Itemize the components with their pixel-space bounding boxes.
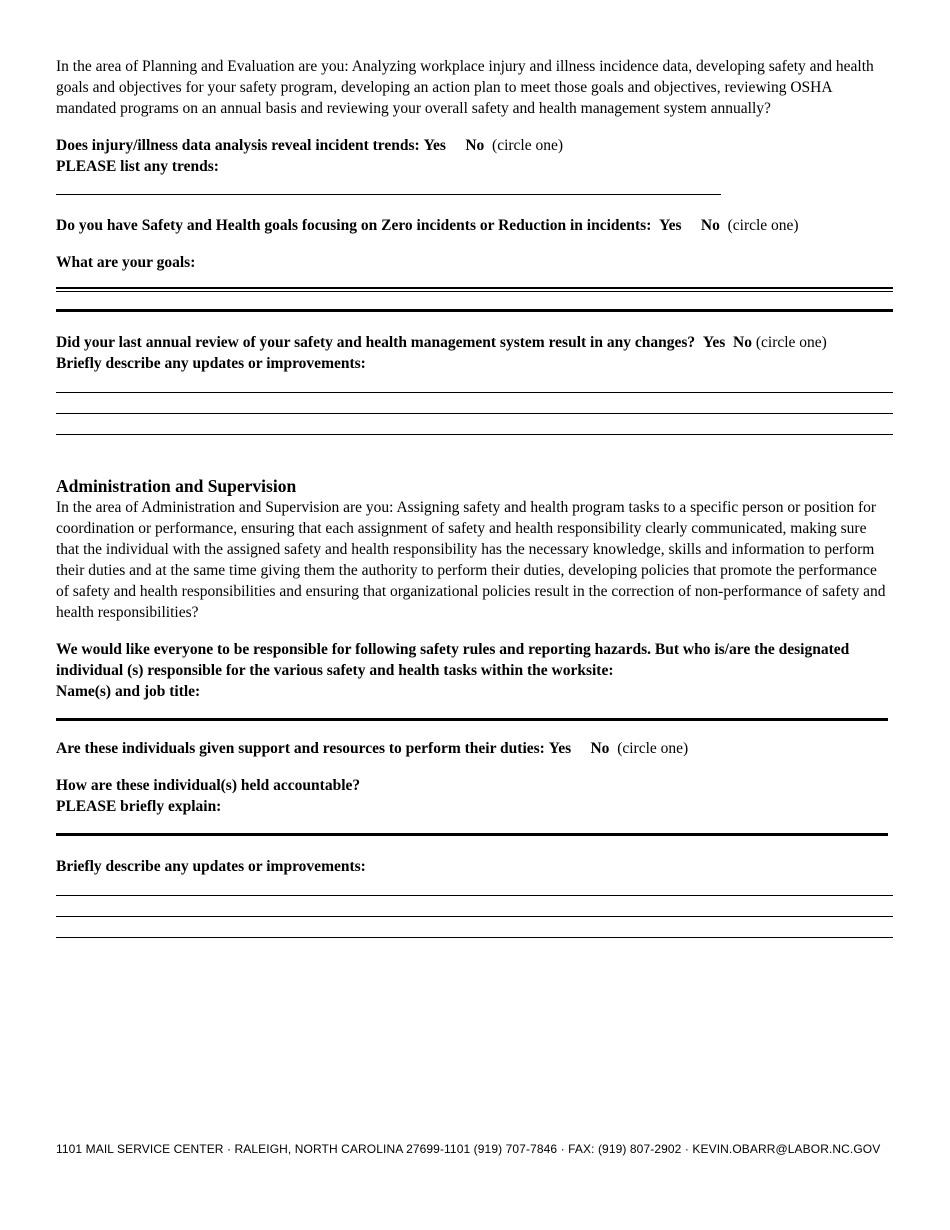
annual-review-question: Did your last annual review of your safety and health management system result in any changes? Yes No (circle one) — [56, 334, 827, 351]
admin-answer-line-3[interactable] — [56, 937, 893, 938]
trends-list-label: PLEASE list any trends: — [56, 158, 219, 175]
accountable-question: How are these individual(s) held accountable? — [56, 777, 361, 794]
support-no-option[interactable]: No — [590, 740, 610, 757]
review-yes-option[interactable]: Yes — [702, 334, 726, 351]
admin-heading: Administration and Supervision — [56, 476, 297, 496]
support-question: Are these individuals given support and resources to perform their duties: Yes No (circle one) — [56, 740, 689, 757]
form-page — [56, 56, 893, 938]
goals-question: Do you have Safety and Health goals focusing on Zero incidents or Reduction in incidents: Yes No (circle one) — [56, 217, 799, 234]
designated-question: We would like everyone to be responsible for following safety rules and reporting hazards. But who is/are the designated individual (s) responsible for the various safety and health tasks within the worksite: — [56, 641, 850, 679]
planning-intro: In the area of Planning and Evaluation are you: Analyzing workplace injury and illness incidence data, developing safety and health goals and objectives for your safety program, developing an action plan to meet those goals and objectives, reviewing OSHA mandated programs on an annual basis and reviewing your overall safety and health management system annually? — [56, 58, 874, 117]
review-describe-label: Briefly describe any updates or improvements: — [56, 355, 366, 372]
trends-no-option[interactable]: No — [465, 137, 485, 154]
admin-intro: In the area of Administration and Supervision are you: Assigning safety and health program tasks to a specific person or position for coordination or performance, ensuring that each assignment of safety and health responsibility clearly communicated, making sure that the individual with the assigned safety and health responsibility has the necessary knowledge, skills and information to perform their duties and at the same time giving them the authority to perform their duties, developing policies that promote the performance of safety and health responsibilities and ensuring that organizational policies result in the correction of non-performance of safety and health responsibilities? — [56, 499, 886, 621]
review-no-option[interactable]: No — [733, 334, 752, 351]
trends-yes-option[interactable]: Yes — [423, 137, 446, 154]
support-yes-option[interactable]: Yes — [548, 740, 572, 757]
goals-no-option[interactable]: No — [700, 217, 720, 234]
footer-address: 1101 MAIL SERVICE CENTER · RALEIGH, NORTH CAROLINA 27699-1101 (919) 707-7846 · FAX: (919) 807-2902 · KEVIN.OBARR@LABOR.NC.GOV — [56, 1142, 881, 1156]
trends-question: Does injury/illness data analysis reveal incident trends: Yes No (circle one) — [56, 137, 564, 154]
goals-label: What are your goals: — [56, 254, 196, 271]
goals-yes-option[interactable]: Yes — [659, 217, 682, 234]
accountable-explain-label: PLEASE briefly explain: — [56, 798, 222, 815]
admin-describe-label: Briefly describe any updates or improvements: — [56, 858, 366, 875]
name-title-label: Name(s) and job title: — [56, 683, 201, 700]
